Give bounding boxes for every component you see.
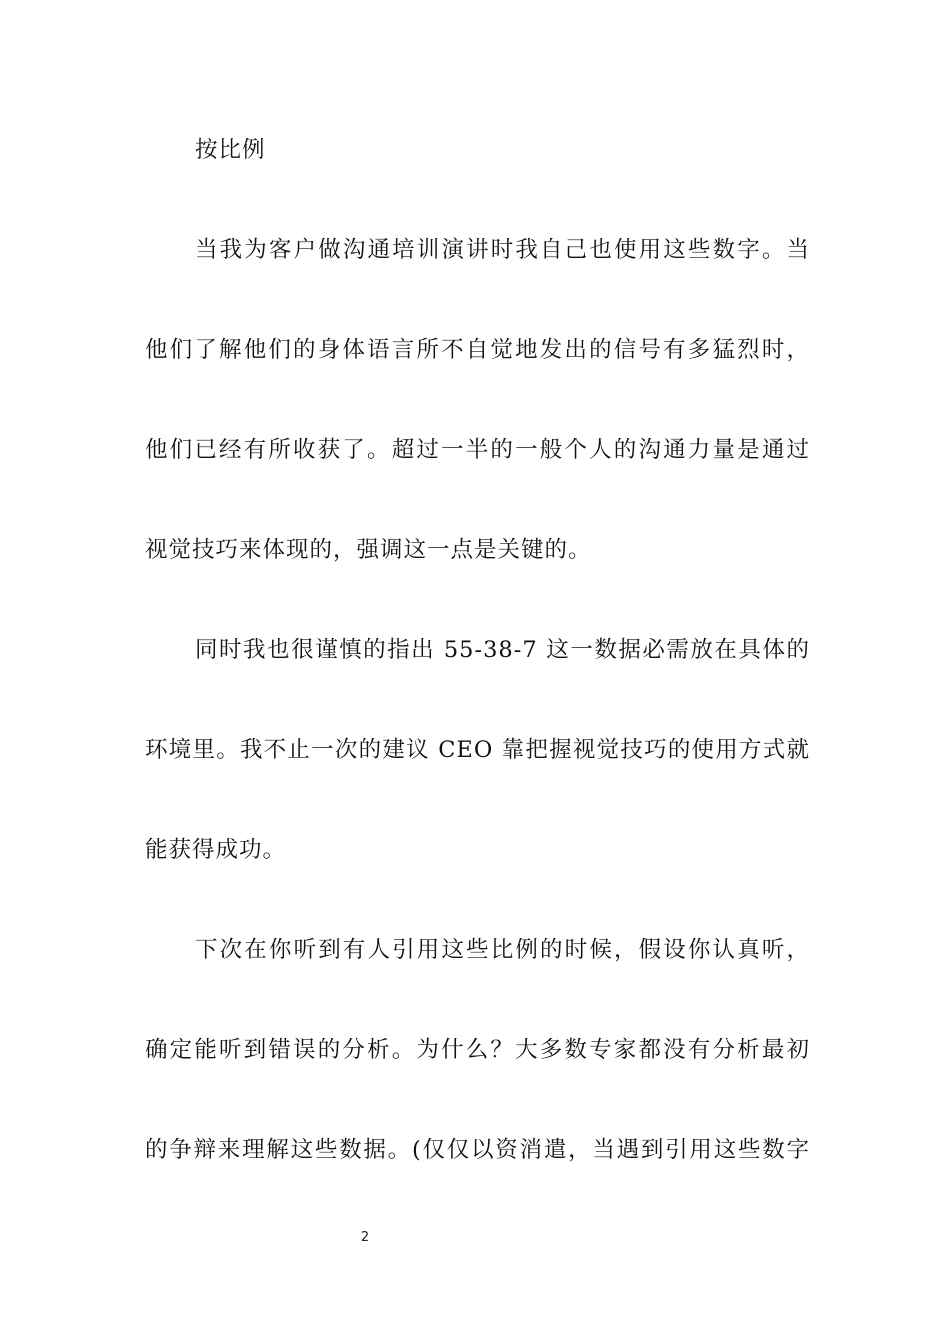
paragraph-line: 同时我也很谨慎的指出 55-38-7 这一数据必需放在具体的 — [195, 637, 810, 663]
paragraph-line: 他们已经有所收获了。超过一半的一般个人的沟通力量是通过 — [145, 437, 810, 463]
paragraph-line: 他们了解他们的身体语言所不自觉地发出的信号有多猛烈时， — [145, 337, 810, 363]
paragraph-line: 的争辩来理解这些数据。(仅仅以资消遣，当遇到引用这些数字 — [145, 1137, 810, 1163]
paragraph-3 — [145, 900, 810, 1200]
paragraph-line: 确定能听到错误的分析。为什么？大多数专家都没有分析最初 — [145, 1037, 810, 1063]
section-heading — [145, 100, 810, 200]
page-number: 2 — [360, 1230, 370, 1245]
paragraph-line: 能获得成功。 — [145, 837, 287, 863]
paragraph-line: 视觉技巧来体现的，强调这一点是关键的。 — [145, 537, 592, 563]
paragraph-2 — [145, 600, 810, 900]
paragraph-1 — [145, 200, 810, 600]
heading-text: 按比例 — [195, 137, 266, 163]
paragraph-line: 下次在你听到有人引用这些比例的时候，假设你认真听， — [195, 937, 810, 963]
paragraph-line: 环境里。我不止一次的建议 CEO 靠把握视觉技巧的使用方式就 — [145, 737, 810, 763]
paragraph-line: 当我为客户做沟通培训演讲时我自己也使用这些数字。当 — [195, 237, 810, 263]
